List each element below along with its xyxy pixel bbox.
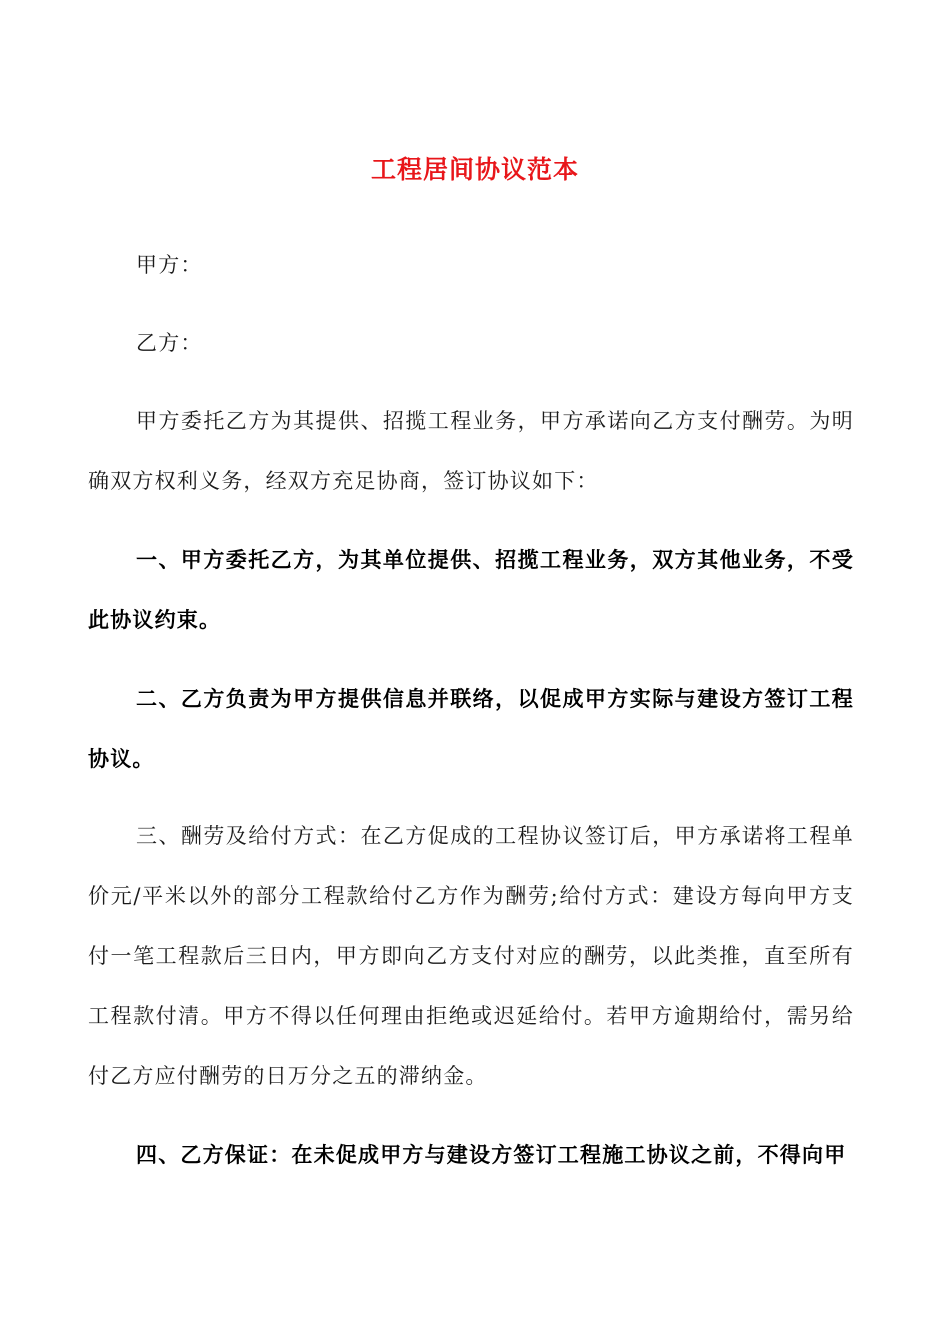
party-a-label: 甲方： bbox=[136, 253, 203, 277]
clause-2: 二、乙方负责为甲方提供信息并联络，以促成甲方实际与建设方签订工程协议。 bbox=[88, 686, 854, 771]
clause-4: 四、乙方保证：在未促成甲方与建设方签订工程施工协议之前，不得向甲 bbox=[136, 1142, 847, 1167]
intro-paragraph: 甲方委托乙方为其提供、招揽工程业务，甲方承诺向乙方支付酬劳。为明确双方权利义务，经双方充足协商，签订协议如下： bbox=[88, 409, 854, 493]
clause-1: 一、甲方委托乙方，为其单位提供、招揽工程业务，双方其他业务，不受此协议约束。 bbox=[88, 547, 854, 632]
document-title: 工程居间协议范本 bbox=[370, 155, 579, 184]
party-b-label: 乙方： bbox=[136, 331, 203, 355]
clause-3: 三、酬劳及给付方式：在乙方促成的工程协议签订后，甲方承诺将工程单价元/平米以外的部分工程款给付乙方作为酬劳;给付方式：建设方每向甲方支付一笔工程款后三日内，甲方即向乙方支付对应的酬劳，以此类推，直至所有工程款付清。甲方不得以任何理由拒绝或迟延给付。若甲方逾期给付，需另给付乙方应付酬劳的日万分之五的滞纳金。 bbox=[88, 824, 854, 1088]
